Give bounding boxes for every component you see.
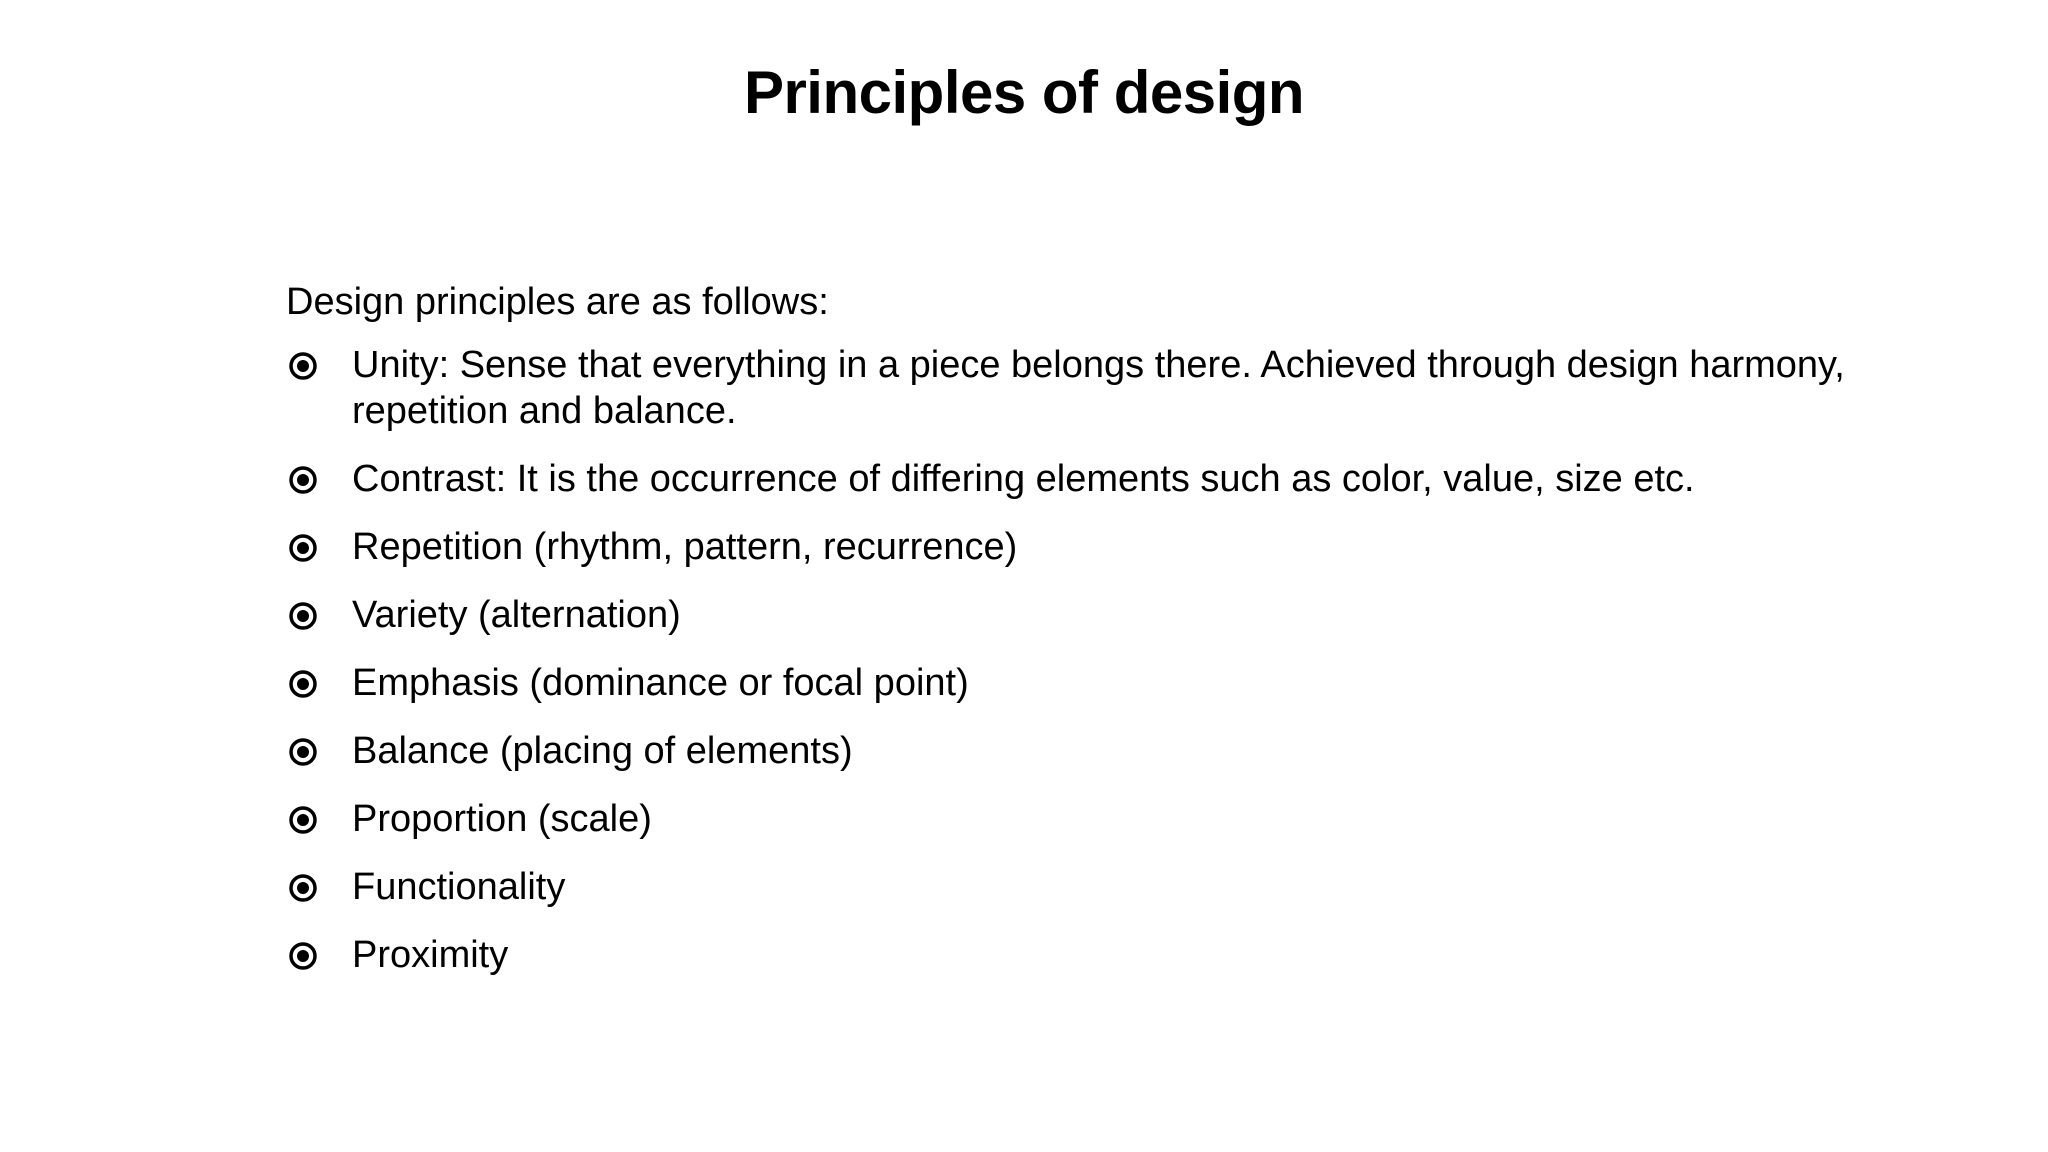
list-item-text: Functionality (352, 866, 566, 908)
radio-bullet-icon (288, 533, 318, 563)
radio-bullet-icon (288, 601, 318, 631)
radio-bullet-icon (288, 465, 318, 495)
radio-bullet-icon (288, 351, 318, 381)
list-item (286, 864, 1846, 910)
list-item (286, 342, 1846, 434)
list-item (286, 728, 1846, 774)
radio-bullet-icon (288, 669, 318, 699)
list-item-text: Proportion (scale) (352, 798, 652, 840)
list-item-text: Repetition (rhythm, pattern, recurrence) (352, 526, 1018, 568)
list-item (286, 932, 1846, 978)
list-item-text: Emphasis (dominance or focal point) (352, 662, 969, 704)
list-item (286, 796, 1846, 842)
radio-bullet-icon (288, 873, 318, 903)
list-item-text: Proximity (352, 934, 509, 976)
list-item-text: Contrast: It is the occurrence of differing elements such as color, value, size etc. (352, 458, 1695, 500)
slide-title: Principles of design (743, 59, 1305, 126)
radio-bullet-icon (288, 805, 318, 835)
list-item (286, 456, 1846, 502)
list-item (286, 660, 1846, 706)
list-item-text: Balance (placing of elements) (352, 730, 853, 772)
bullet-list (286, 342, 1846, 978)
list-item-text: Variety (alternation) (352, 594, 681, 636)
intro-text: Design principles are as follows: (286, 281, 829, 323)
list-item (286, 592, 1846, 638)
list-item (286, 524, 1846, 570)
list-item-text: Unity: Sense that everything in a piece belongs there. Achieved through design harmony, repetition and balance. (352, 344, 1845, 432)
radio-bullet-icon (288, 737, 318, 767)
radio-bullet-icon (288, 941, 318, 971)
slide-content (286, 276, 1846, 1000)
